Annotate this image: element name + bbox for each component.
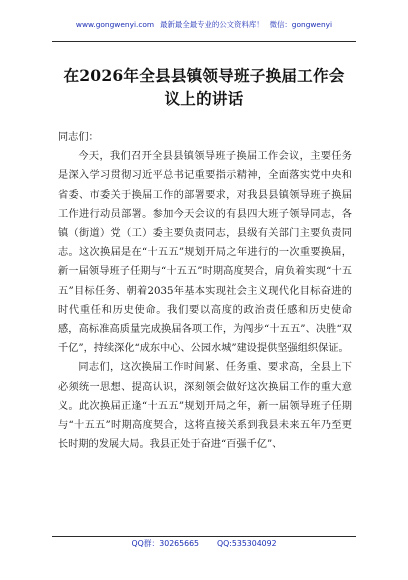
page-footer [52, 536, 356, 552]
footer-qq: QQ:535304092 [217, 539, 277, 548]
document-title [40, 64, 368, 110]
footer-qq-group: QQ群：30265665 [131, 539, 199, 548]
title-line-2: 议上的讲话 [164, 89, 244, 108]
paragraph-2: 同志们，这次换届工作时间紧、任务重、要求高，全县上下必须统一思想、提高认识，深刻领会做好这次换届工作的重大意义。此次换届正逢“十五五”规划开局之年，新一届领导班子任期与“十五五”时期高度契合，这将直接关系到我县未来五年乃至更长时期的发展大局。我县正处于奋进“百强千亿”、 [58, 362, 352, 451]
header-site-url[interactable]: www.gongwenyi.com [75, 20, 155, 29]
salutation: 同志们： [58, 132, 99, 143]
header-wechat: 微信：gongwenyi [269, 20, 333, 29]
document-body [58, 128, 352, 454]
header-slogan: 最新最全最专业的公文资料库！ [160, 20, 264, 29]
page-header [52, 19, 356, 42]
paragraph-1: 今天，我们召开全县县镇领导班子换届工作会议，主要任务是深入学习贯彻习近平总书记重要指示精神，全面落实党中央和省委、市委关于换届工作的部署要求，对我县县镇领导班子换届工作进行动员部署。参加今天会议的有县四大班子领导同志，各镇（街道）党（工）委主要负责同志，县级有关部门主要负责同志。这次换届是在“十五五”规划开局之年进行的一次重要换届，新一届领导班子任期与“十五五”时期高度契合，肩负着实现“十五五”目标任务、朝着2035年基本实现社会主义现代化目标奋进的时代重任和历史使命。我们要以高度的政治责任感和历史使命感，高标准高质量完成换届各项工作，为闯步“十五五”、决胜“双千亿”，持续深化“成东中心、公园水城”建设提供坚强组织保证。 [58, 151, 352, 355]
title-line-1: 在2026年全县县镇领导班子换届工作会 [63, 66, 345, 85]
